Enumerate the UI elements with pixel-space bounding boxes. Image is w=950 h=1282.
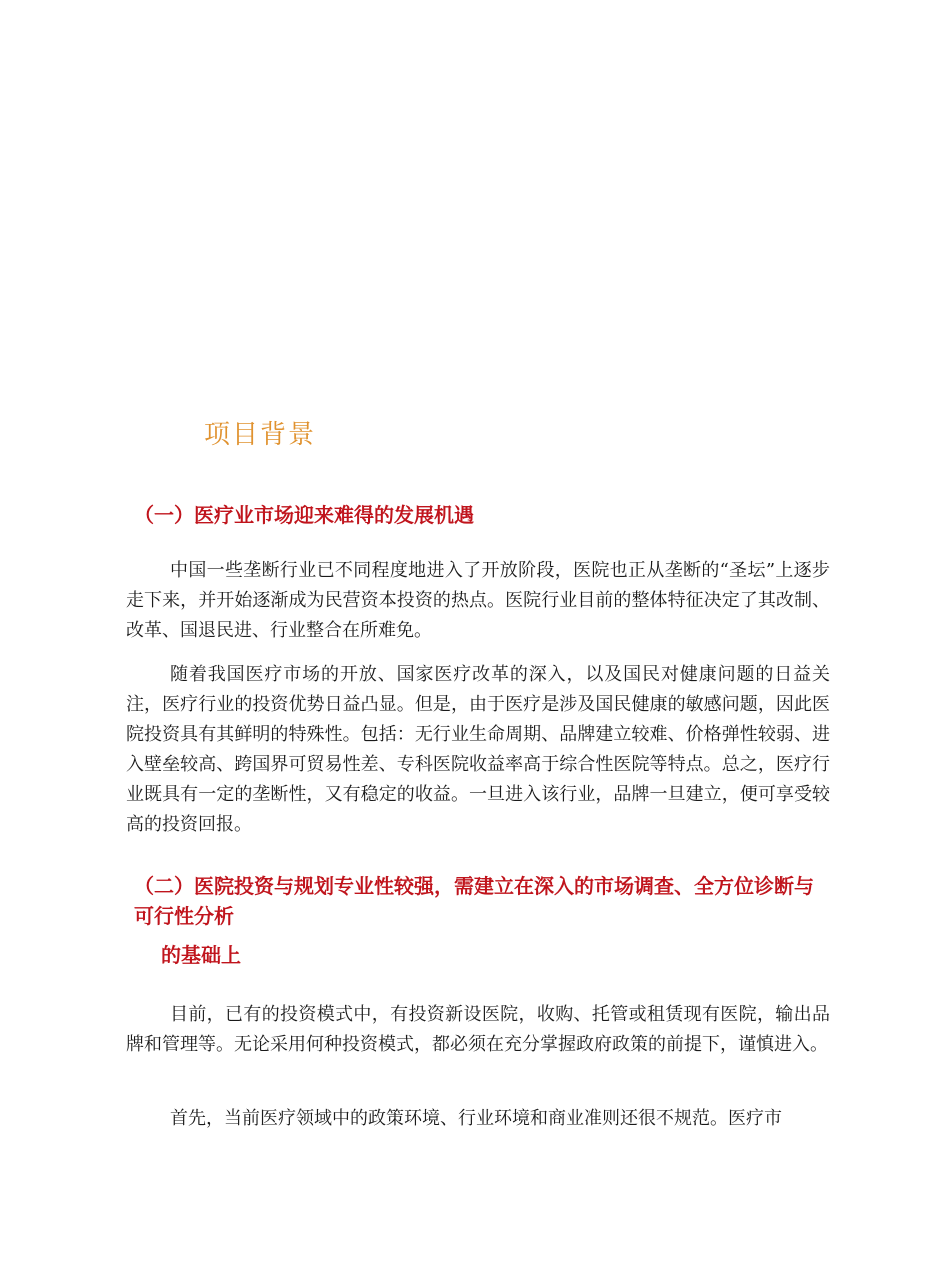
section-2-paragraph-2: 首先，当前医疗领域中的政策环境、行业环境和商业准则还很不规范。医疗市 xyxy=(170,1108,782,1129)
section-1-heading: （一）医疗业市场迎来难得的发展机遇 xyxy=(134,503,474,527)
section-1-paragraph-2: 随着我国医疗市场的开放、国家医疗改革的深入，以及国民对健康问题的日益关注，医疗行业的投资优势日益凸显。但是，由于医疗是涉及国民健康的敏感问题，因此医院投资具有其鲜明的特殊性。包括：无行业生命周期、品牌建立较难、价格弹性较弱、进入壁垒较高、跨国界可贸易性差、专科医院收益率高于综合性医院等特点。总之，医疗行业既具有一定的垄断性，又有稳定的收益。一旦进入该行业，品牌一旦建立，便可享受较高的投资回报。 xyxy=(126,664,830,835)
section-2-heading-continued: 的基础上 xyxy=(161,943,241,967)
section-2-paragraph-1: 目前，已有的投资模式中，有投资新设医院，收购、托管或租赁现有医院，输出品牌和管理等。无论采用何种投资模式，都必须在充分掌握政府政策的前提下，谨慎进入。 xyxy=(126,1004,830,1055)
document-title: 项目背景 xyxy=(204,420,317,450)
section-1-paragraph-1: 中国一些垄断行业已不同程度地进入了开放阶段，医院也正从垄断的“圣坛”上逐步走下来，并开始逐渐成为民营资本投资的热点。医院行业目前的整体特征决定了其改制、改革、国退民进、行业整合在所难免。 xyxy=(126,560,830,641)
section-2-heading: （二）医院投资与规划专业性较强，需建立在深入的市场调查、全方位诊断与可行性分析 xyxy=(134,874,814,928)
